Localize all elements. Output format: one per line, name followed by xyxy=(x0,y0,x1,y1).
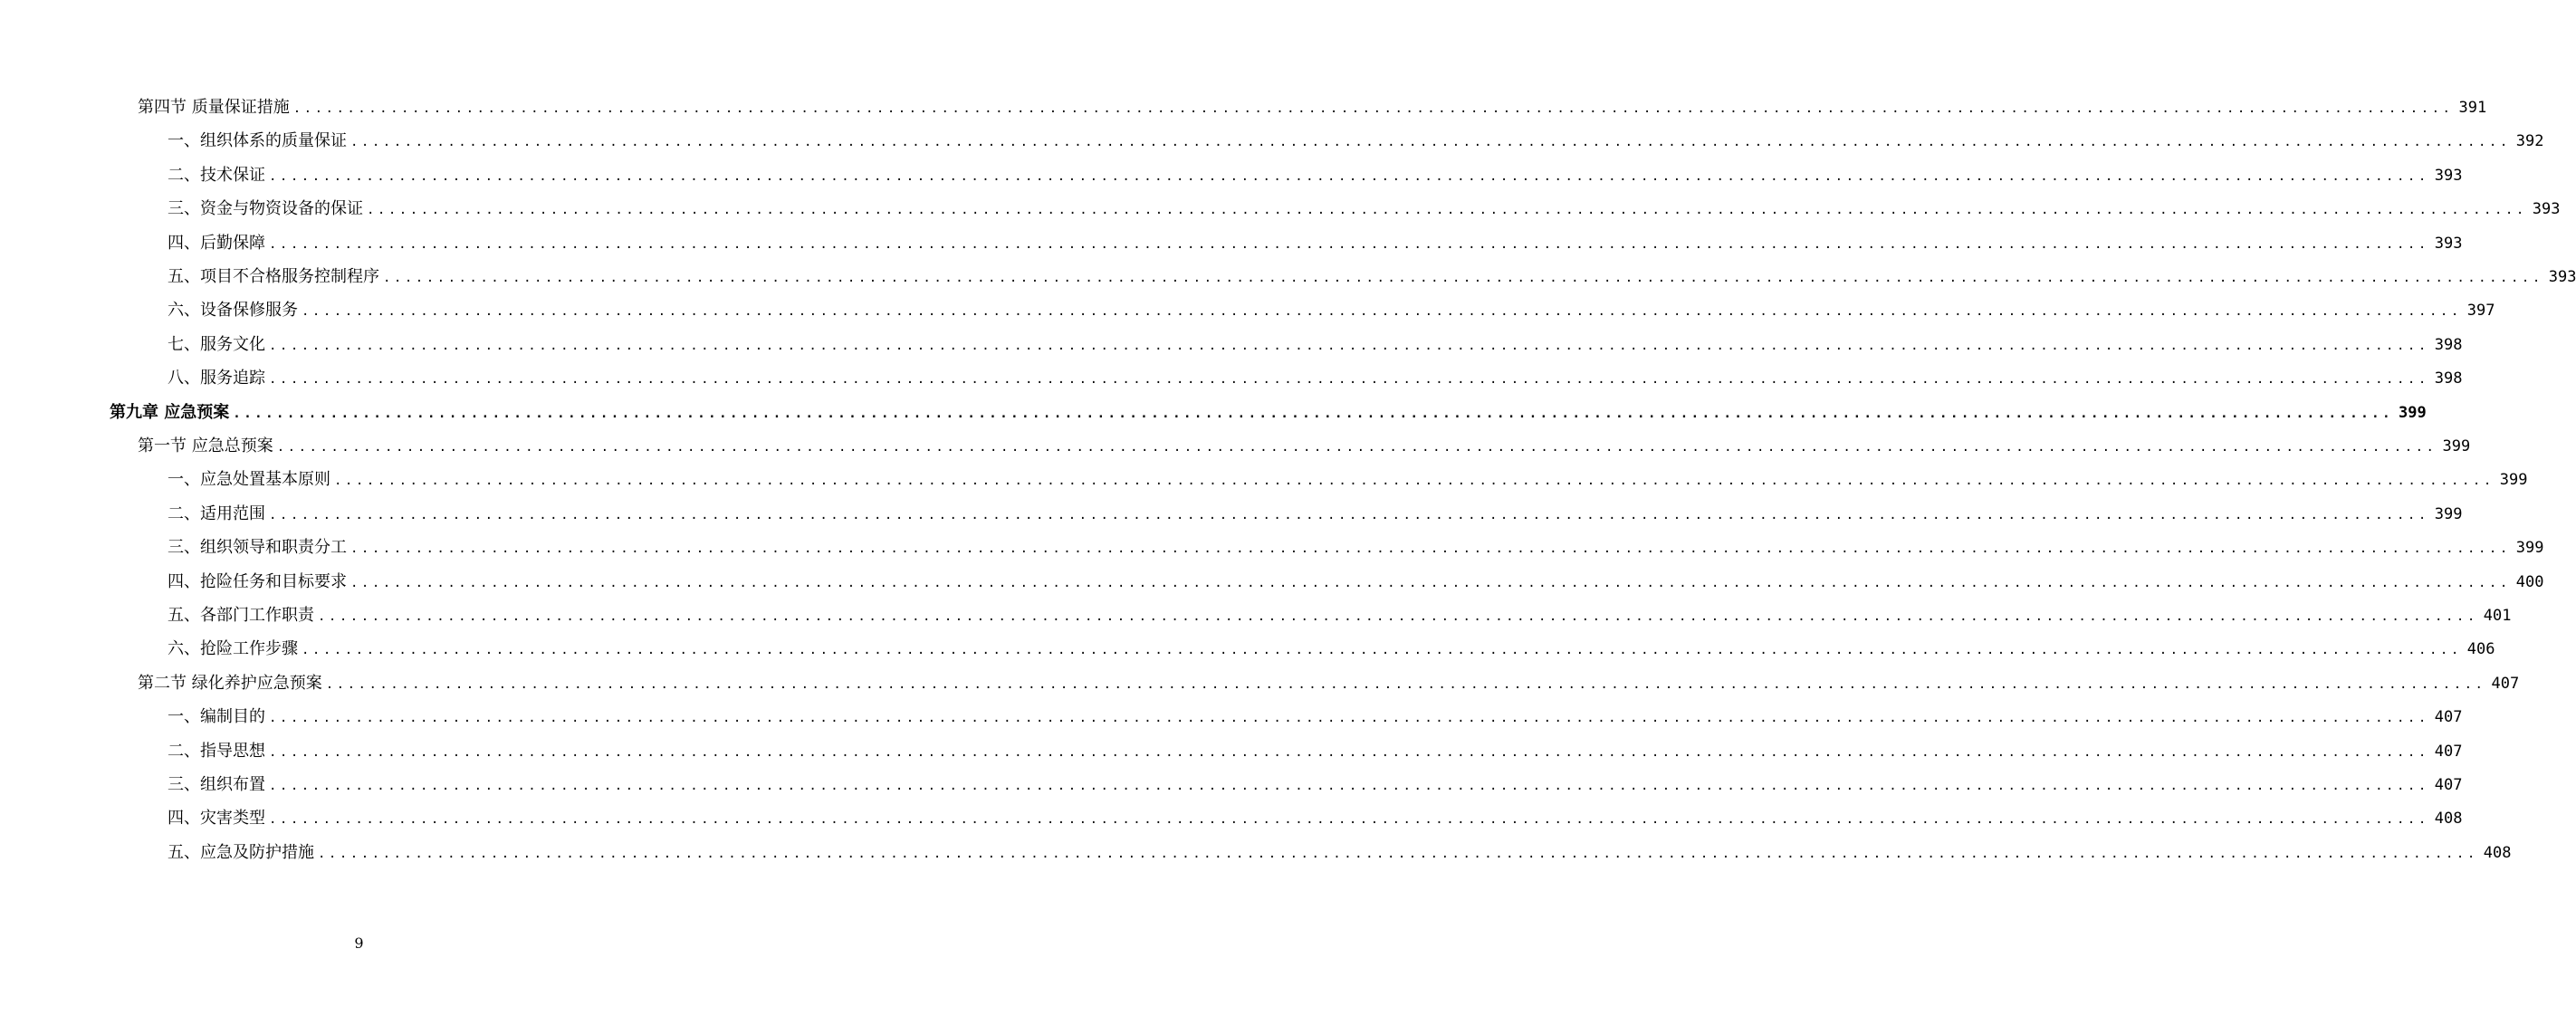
dot-leader: ........................................................................................................................................................................................................ xyxy=(318,609,2478,624)
dot-leader: ........................................................................................................................................................................................................ xyxy=(269,812,2429,828)
dot-leader: ........................................................................................................................................................................................................ xyxy=(350,135,2511,150)
toc-entry-page-number: 406 xyxy=(2466,640,2495,659)
toc-section-entry[interactable] xyxy=(138,433,2471,466)
dot-leader: ........................................................................................................................................................................................................ xyxy=(318,846,2478,861)
toc-entry-page-number: 393 xyxy=(2434,166,2463,185)
toc-entry-page-number: 391 xyxy=(2458,99,2487,117)
toc-subsection-entry[interactable] xyxy=(168,534,2544,568)
page-number: 9 xyxy=(354,935,364,952)
toc-subsection-entry[interactable] xyxy=(168,466,2528,500)
toc-entry-page-number: 408 xyxy=(2483,843,2512,862)
toc-entry-label: 一、编制目的 xyxy=(168,707,265,727)
toc-entry-label: 一、应急处置基本原则 xyxy=(168,470,330,490)
toc-subsection-entry[interactable] xyxy=(168,839,2512,873)
dot-leader: ........................................................................................................................................................................................................ xyxy=(276,440,2437,455)
toc-entry-label: 六、抢险工作步骤 xyxy=(168,639,298,659)
dot-leader: ........................................................................................................................................................................................................ xyxy=(350,542,2511,557)
toc-entry-page-number: 399 xyxy=(2442,437,2471,455)
toc-entry-label: 五、项目不合格服务控制程序 xyxy=(168,267,379,286)
toc-entry-label: 八、服务追踪 xyxy=(168,369,265,388)
toc-entry-label: 四、后勤保障 xyxy=(168,233,265,253)
toc-entry-label: 七、服务文化 xyxy=(168,334,265,354)
toc-entry-page-number: 407 xyxy=(2434,776,2463,794)
toc-subsection-entry[interactable] xyxy=(168,569,2544,602)
toc-subsection-entry[interactable] xyxy=(168,636,2495,669)
dot-leader: ........................................................................................................................................................................................................ xyxy=(269,711,2429,726)
toc-subsection-entry[interactable] xyxy=(168,128,2544,161)
toc-entry-page-number: 408 xyxy=(2434,810,2463,829)
toc-entry-page-number: 392 xyxy=(2515,132,2544,151)
toc-entry-page-number: 399 xyxy=(2434,504,2463,523)
toc-entry-label: 第四节 质量保证措施 xyxy=(138,98,290,117)
dot-leader: ........................................................................................................................................................................................................ xyxy=(325,676,2486,692)
toc-subsection-entry[interactable] xyxy=(168,704,2463,737)
dot-leader: ........................................................................................................................................................................................................ xyxy=(269,338,2429,353)
toc-entry-page-number: 393 xyxy=(2434,234,2463,253)
toc-entry-label: 三、资金与物资设备的保证 xyxy=(168,199,363,219)
toc-entry-page-number: 399 xyxy=(2515,539,2544,558)
dot-leader: ........................................................................................................................................................................................................ xyxy=(302,643,2462,658)
dot-leader: ........................................................................................................................................................................................................ xyxy=(269,744,2429,760)
toc-entry-page-number: 407 xyxy=(2434,708,2463,727)
toc-entry-label: 第一节 应急总预案 xyxy=(138,436,273,455)
toc-entry-label: 四、灾害类型 xyxy=(168,809,265,829)
toc-subsection-entry[interactable] xyxy=(168,501,2463,534)
toc-entry-label: 三、组织领导和职责分工 xyxy=(168,538,347,558)
toc-entry-page-number: 397 xyxy=(2466,302,2495,321)
toc-subsection-entry[interactable] xyxy=(168,297,2495,331)
dot-leader: ........................................................................................................................................................................................................ xyxy=(334,474,2495,489)
toc-entry-label: 第九章 应急预案 xyxy=(110,402,230,422)
toc-section-entry[interactable] xyxy=(138,670,2520,704)
toc-entry-page-number: 398 xyxy=(2434,369,2463,388)
toc-entry-label: 六、设备保修服务 xyxy=(168,301,298,321)
toc-entry-label: 三、组织布置 xyxy=(168,775,265,794)
toc-entry-label: 一、组织体系的质量保证 xyxy=(168,131,347,151)
toc-chapter-entry[interactable] xyxy=(110,399,2427,433)
toc-entry-label: 二、技术保证 xyxy=(168,165,265,185)
dot-leader: ........................................................................................................................................................................................................ xyxy=(269,168,2429,184)
toc-subsection-entry[interactable] xyxy=(168,602,2512,636)
toc-entry-page-number: 399 xyxy=(2499,471,2528,490)
toc-entry-page-number: 398 xyxy=(2434,335,2463,354)
toc-entry-label: 五、应急及防护措施 xyxy=(168,842,314,862)
toc-entry-page-number: 399 xyxy=(2399,403,2427,422)
toc-subsection-entry[interactable] xyxy=(168,805,2463,839)
dot-leader: ........................................................................................................................................................................................................ xyxy=(269,507,2429,522)
toc-entry-page-number: 401 xyxy=(2483,607,2512,625)
dot-leader: ........................................................................................................................................................................................................ xyxy=(367,203,2527,218)
toc-entry-label: 第二节 绿化养护应急预案 xyxy=(138,673,322,693)
toc-entry-label: 二、适用范围 xyxy=(168,503,265,523)
toc-subsection-entry[interactable] xyxy=(168,331,2463,365)
toc-subsection-entry[interactable] xyxy=(168,365,2463,398)
toc-entry-page-number: 393 xyxy=(2532,200,2561,219)
toc-entry-label: 二、指导思想 xyxy=(168,741,265,761)
dot-leader: ........................................................................................................................................................................................................ xyxy=(350,575,2511,590)
toc-subsection-entry[interactable] xyxy=(168,196,2561,229)
toc-entry-label: 五、各部门工作职责 xyxy=(168,606,314,625)
toc-subsection-entry[interactable] xyxy=(168,772,2463,805)
dot-leader: ........................................................................................................................................................................................................ xyxy=(383,271,2543,285)
toc-entry-label: 四、抢险任务和目标要求 xyxy=(168,571,347,591)
dot-leader: ........................................................................................................................................................................................................ xyxy=(269,236,2429,252)
dot-leader: ........................................................................................................................................................................................................ xyxy=(269,779,2429,793)
toc-entry-page-number: 393 xyxy=(2548,268,2576,286)
dot-leader: ........................................................................................................................................................................................................ xyxy=(302,304,2462,320)
toc-entry-page-number: 407 xyxy=(2491,674,2520,693)
dot-leader: ........................................................................................................................................................................................................ xyxy=(233,406,2394,421)
toc-subsection-entry[interactable] xyxy=(168,230,2463,264)
toc-subsection-entry[interactable] xyxy=(168,738,2463,772)
toc-entry-page-number: 407 xyxy=(2434,742,2463,761)
toc-entry-page-number: 400 xyxy=(2515,572,2544,591)
toc-subsection-entry[interactable] xyxy=(168,162,2463,196)
toc-subsection-entry[interactable] xyxy=(168,264,2576,297)
dot-leader: ........................................................................................................................................................................................................ xyxy=(292,101,2454,116)
dot-leader: ........................................................................................................................................................................................................ xyxy=(269,372,2429,388)
toc-section-entry[interactable] xyxy=(138,94,2487,128)
